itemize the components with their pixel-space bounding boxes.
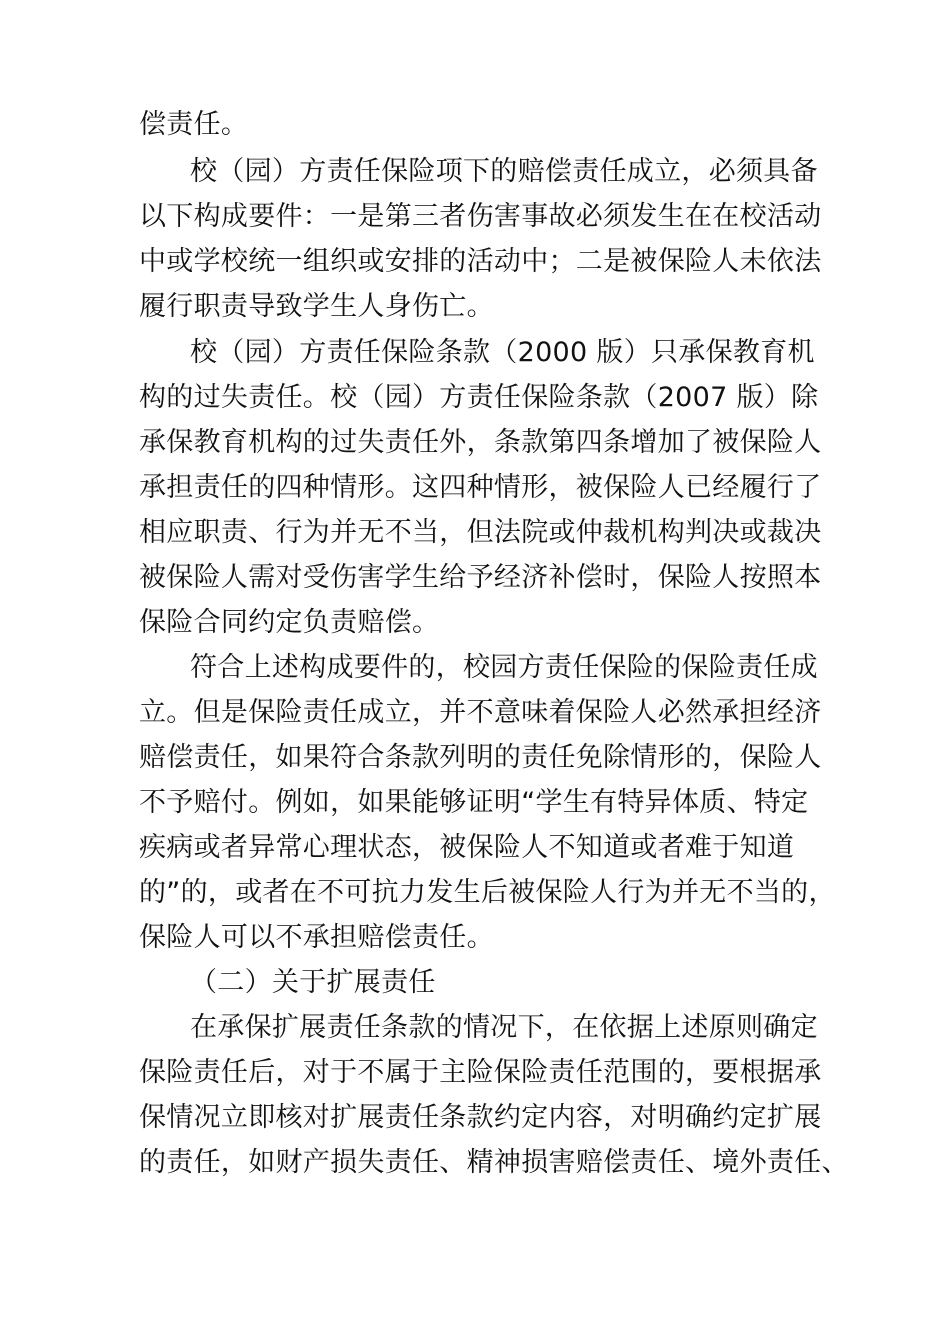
text-line: 保险人可以不承担赔偿责任。 xyxy=(139,922,494,953)
text-line: 的”的，或者在不可抗力发生后被保险人行为并无不当的， xyxy=(139,877,836,908)
text-line: 保险责任后，对于不属于主险保险责任范围的，要根据承 xyxy=(139,1057,822,1088)
paragraph-line: 校（园）方责任保险条款（2000 版）只承保教育机 xyxy=(190,337,815,368)
paragraph-line: 在承保扩展责任条款的情况下，在依据上述原则确定 xyxy=(190,1012,818,1043)
text-line: 赔偿责任，如果符合条款列明的责任免除情形的，保险人 xyxy=(139,742,822,773)
text-line: 履行职责导致学生人身伤亡。 xyxy=(139,291,494,322)
text-line: 以下构成要件：一是第三者伤害事故必须发生在在校活动 xyxy=(139,201,822,232)
text-line: 中或学校统一组织或安排的活动中；二是被保险人未依法 xyxy=(139,246,822,277)
text-line: 承保教育机构的过失责任外，条款第四条增加了被保险人 xyxy=(139,427,822,458)
text-line: 的责任，如财产损失责任、精神损害赔偿责任、境外责任、 xyxy=(139,1147,849,1178)
paragraph-line: 符合上述构成要件的，校园方责任保险的保险责任成 xyxy=(190,652,818,683)
paragraph-line: 校（园）方责任保险项下的赔偿责任成立，必须具备 xyxy=(190,156,818,187)
text-line: 立。但是保险责任成立，并不意味着保险人必然承担经济 xyxy=(139,697,822,728)
text-line: 疾病或者异常心理状态，被保险人不知道或者难于知道 xyxy=(139,832,795,863)
text-line: 被保险人需对受伤害学生给予经济补偿时，保险人按照本 xyxy=(139,562,822,593)
text-line: 不予赔付。例如，如果能够证明“学生有特异体质、特定 xyxy=(139,787,809,818)
text-line: 保险合同约定负责赔偿。 xyxy=(139,607,440,638)
text-line: 相应职责、行为并无不当，但法院或仲裁机构判决或裁决 xyxy=(139,517,822,548)
text-line: 偿责任。 xyxy=(139,109,249,140)
section-heading: （二）关于扩展责任 xyxy=(190,967,436,998)
text-line: 承担责任的四种情形。这四种情形，被保险人已经履行了 xyxy=(139,472,822,503)
text-line: 保情况立即核对扩展责任条款约定内容，对明确约定扩展 xyxy=(139,1102,822,1133)
text-line: 构的过失责任。校（园）方责任保险条款（2007 版）除 xyxy=(139,382,819,413)
